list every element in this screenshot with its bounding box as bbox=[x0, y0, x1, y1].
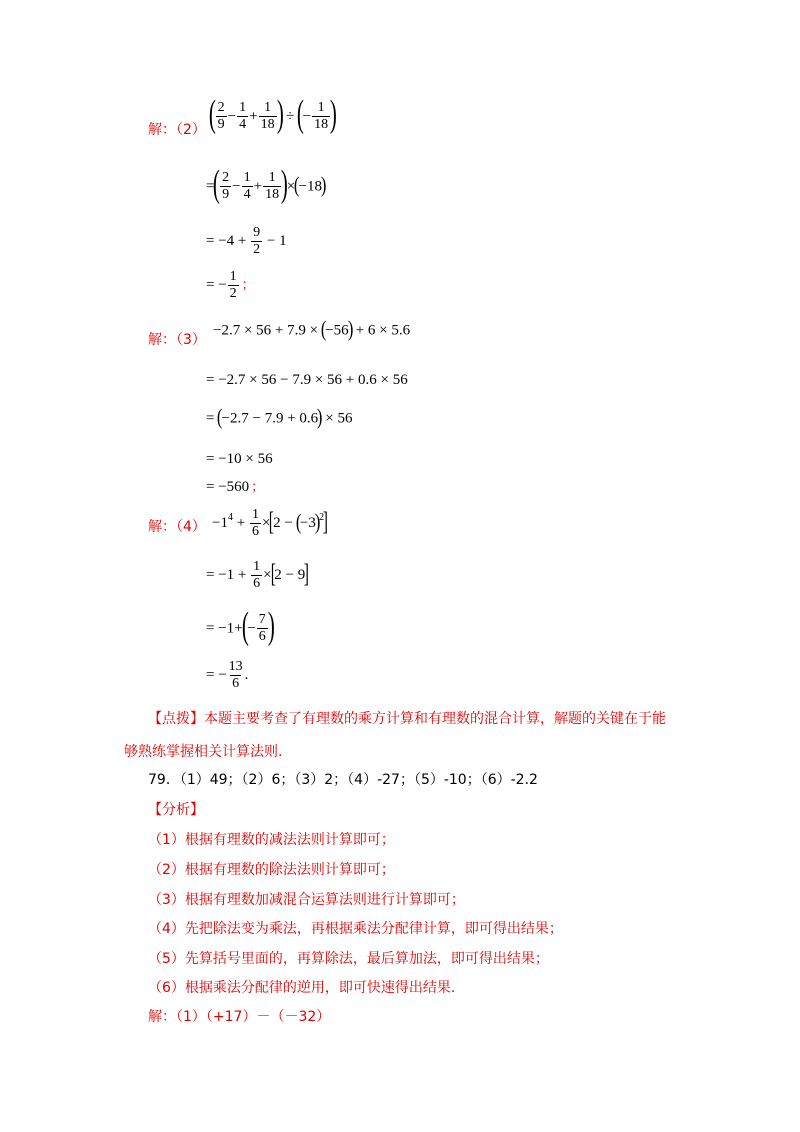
fraction: $\frac{9}{2}$ bbox=[253, 225, 261, 257]
step-3-5: = −560 ； bbox=[206, 479, 265, 495]
expression-2: ( $\frac{2}{9}$ − $\frac{1}{4}$ + $\frac{1}{18}$ ) ÷ (− $\frac{1}{18}$ ) bbox=[208, 93, 337, 135]
expression-4: $-1^4$ + $\frac{1}{6}$ $\times[2 - (-3)^2]$ bbox=[212, 506, 329, 539]
fraction: $\frac{1}{18}$ bbox=[314, 100, 329, 132]
analysis-item: （1）根据有理数的减法法则计算即可； bbox=[148, 832, 395, 848]
step-4-2: = −1 + $\frac{1}{6}$ ×[2 − 9] bbox=[206, 558, 310, 591]
step-2-4: = − $\frac{1}{2}$ ； bbox=[206, 269, 255, 301]
fraction: $\frac{2}{9}$ bbox=[222, 170, 230, 202]
solution-line: 解：（1）（+17）－（－32） bbox=[148, 1009, 331, 1025]
fraction: $\frac{1}{18}$ bbox=[265, 170, 280, 202]
fraction: $\frac{1}{6}$ bbox=[253, 559, 261, 591]
fraction: $\frac{1}{6}$ bbox=[251, 507, 259, 539]
step-3-2: = −2.7 × 56 − 7.9 × 56 + 0.6 × 56 bbox=[206, 372, 408, 388]
fraction: $\frac{1}{2}$ bbox=[229, 269, 237, 301]
analysis-item: （4）先把除法变为乘法，再根据乘法分配律计算，即可得出结果； bbox=[148, 921, 563, 937]
step-3-3: = (−2.7 − 7.9 + 0.6) × 56 bbox=[206, 404, 353, 429]
fraction: $\frac{7}{6}$ bbox=[258, 612, 266, 644]
fraction: $\frac{1}{4}$ bbox=[243, 170, 251, 202]
step-2-3: = −4 + $\frac{9}{2}$ − 1 bbox=[206, 225, 287, 257]
expression-3: −2.7 × 56 + 7.9 × (−56) + 6 × 5.6 bbox=[213, 316, 411, 341]
fraction: $\frac{1}{18}$ bbox=[260, 100, 275, 132]
analysis-heading: 【分析】 bbox=[148, 802, 204, 818]
solution-label-4: 解：（4） bbox=[148, 519, 206, 535]
step-4-3: = −1+(− $\frac{7}{6}$ ) bbox=[206, 605, 275, 647]
analysis-item: （2）根据有理数的除法法则计算即可； bbox=[148, 862, 395, 878]
solution-label-2: 解：（2） bbox=[148, 122, 206, 138]
fraction: $\frac{2}{9}$ bbox=[217, 100, 225, 132]
solution-label-3: 解：（3） bbox=[148, 332, 206, 348]
step-2-2: =( $\frac{2}{9}$ − $\frac{1}{4}$ + $\frac{1}{18}$ )×(−18) bbox=[206, 163, 327, 205]
step-4-4: = − $\frac{13}{6}$ . bbox=[206, 659, 249, 691]
fraction: $\frac{13}{6}$ bbox=[228, 659, 243, 691]
question-79-answers: 79．（1）49；（2）6；（3）2；（4）-27；（5）-10；（6）-2.2 bbox=[148, 772, 538, 788]
analysis-item: （3）根据有理数加减混合运算法则进行计算即可； bbox=[148, 892, 465, 908]
fraction: $\frac{1}{4}$ bbox=[239, 100, 247, 132]
analysis-item: （6）根据乘法分配律的逆用，即可快速得出结果. bbox=[148, 980, 456, 996]
tip-line-2: 够熟练掌握相关计算法则. bbox=[124, 744, 283, 760]
analysis-item: （5）先算括号里面的，再算除法，最后算加法，即可得出结果； bbox=[148, 951, 549, 967]
tip-line-1: 【点拨】本题主要考查了有理数的乘方计算和有理数的混合计算，解题的关键在于能 bbox=[148, 711, 666, 727]
step-3-4: = −10 × 56 bbox=[206, 451, 273, 467]
